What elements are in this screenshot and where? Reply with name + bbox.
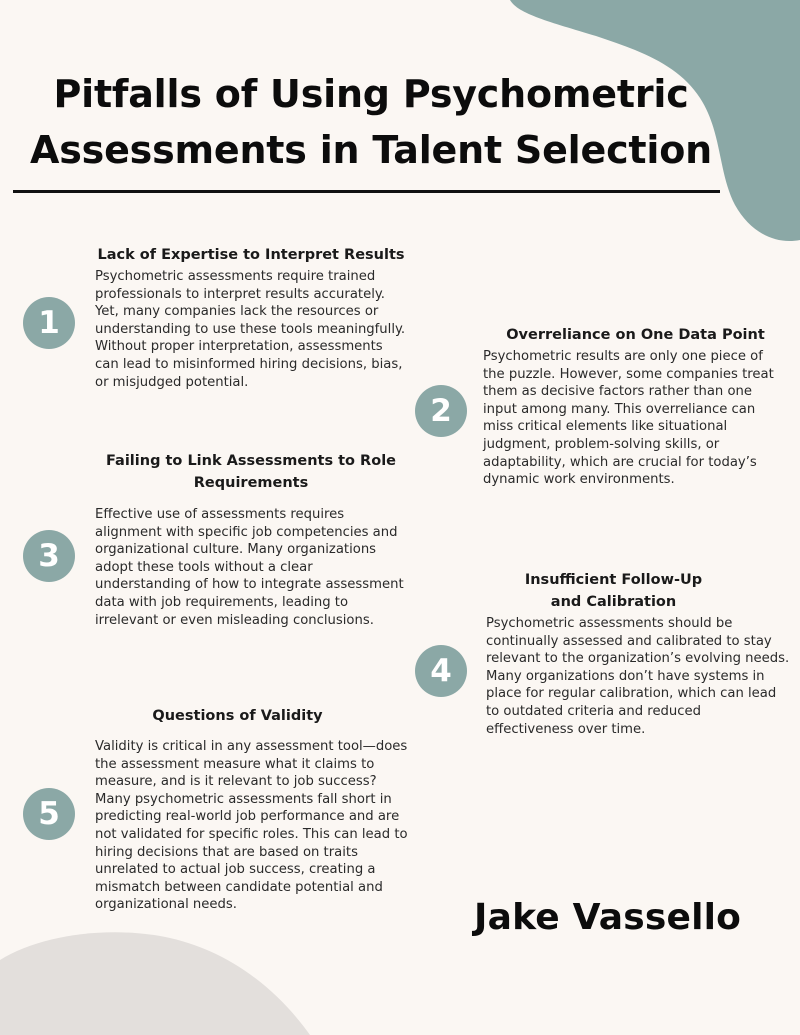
number-badge-3: 3 xyxy=(23,530,75,582)
number-badge-2: 2 xyxy=(415,385,467,437)
section-5-body: Validity is critical in any assessment tool—does the assessment measure what it claims to measure, and is it relevant to job success? Many psychometric assessments fall short in predicting real-world job performance and are not validated for specific roles. This can lead to hiring decisions that are based on traits unrelated to actual job success, creating a mismatch between candidate potential and organizational needs. xyxy=(95,739,408,913)
section-3-heading-line-1: Failing to Link Assessments to Role xyxy=(106,453,396,469)
section-1-body: Psychometric assessments require trained professionals to interpret results accurately. Yet, many companies lack the resources or understanding to use these tools meaningfully. Without proper interpretation, assessments can lead to misinformed hiring decisions, bias, or misjudged potential. xyxy=(95,269,406,390)
section-5-heading: Questions of Validity xyxy=(152,708,323,724)
section-3-body: Effective use of assessments requires alignment with specific job competencies and organizational culture. Many organizations adopt these tools without a clear understanding of how to integrate assessment data with job requirements, leading to irrelevant or even misleading conclusions. xyxy=(95,507,404,628)
section-4-heading-line-1: Insufficient Follow-Up xyxy=(524,572,703,588)
section-3 xyxy=(95,450,407,629)
bottom-left-decorative-blob xyxy=(0,930,310,1035)
section-3-heading xyxy=(95,450,407,494)
section-2 xyxy=(483,324,788,489)
section-1 xyxy=(95,244,407,391)
page-title xyxy=(0,66,742,178)
number-badge-1: 1 xyxy=(23,297,75,349)
section-5 xyxy=(95,705,410,914)
author-name: Jake Vassello xyxy=(474,897,742,938)
section-4-heading xyxy=(486,569,791,613)
section-4-heading-line-2: and Calibration xyxy=(550,594,677,610)
section-4-body: Psychometric assessments should be continually assessed and calibrated to stay relevant to the organization’s evolving needs. Many organizations don’t have systems in place for regular calibration, which can lead to outdated criteria and reduced effectiveness over time. xyxy=(486,616,790,737)
section-3-heading-line-2: Requirements xyxy=(193,475,309,491)
title-divider xyxy=(13,190,720,193)
number-badge-4: 4 xyxy=(415,645,467,697)
title-line-1: Pitfalls of Using Psychometric xyxy=(53,72,689,116)
section-4 xyxy=(486,569,791,738)
title-line-2: Assessments in Talent Selection xyxy=(30,128,712,172)
section-1-heading: Lack of Expertise to Interpret Results xyxy=(97,247,405,263)
section-2-body: Psychometric results are only one piece of the puzzle. However, some companies treat them as decisive factors rather than one input among many. This overreliance can miss critical elements like situational judgment, problem-solving skills, or adaptability, which are crucial for today’s dynamic work environments. xyxy=(483,349,774,488)
number-badge-5: 5 xyxy=(23,788,75,840)
section-2-heading: Overreliance on One Data Point xyxy=(506,327,765,343)
